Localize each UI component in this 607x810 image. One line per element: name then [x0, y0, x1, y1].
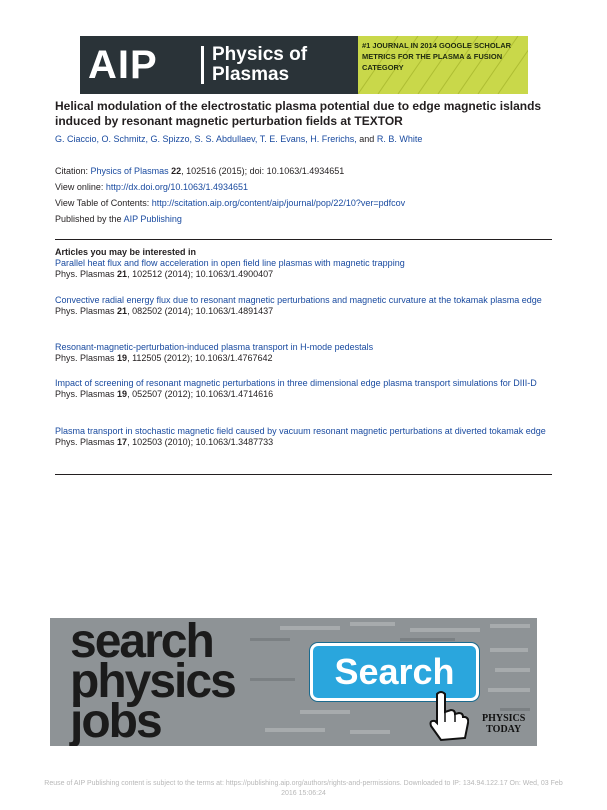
related-item-citation: [55, 389, 555, 400]
publisher-line: [55, 214, 182, 225]
related-item-citation: [55, 269, 555, 280]
related-item-citation: [55, 437, 555, 448]
banner-divider: [201, 46, 204, 84]
aip-logo: AIP: [88, 43, 158, 87]
related-item-volume: 19: [117, 389, 128, 399]
journal-name-line2: Plasmas: [212, 64, 290, 85]
physics-today-logo-line1: PHYSICS: [482, 713, 526, 724]
journal-banner[interactable]: [80, 36, 528, 94]
view-online-label: View online:: [55, 182, 104, 192]
related-item-title[interactable]: Parallel heat flux and flow acceleration in open field line plasmas with magnetic trapping: [55, 258, 405, 268]
toc-line: [55, 198, 405, 209]
citation-journal-link[interactable]: Physics of Plasmas: [90, 166, 169, 176]
related-item-title[interactable]: Impact of screening of resonant magnetic perturbations in three dimensional edge plasma transport simulations for DIII-D: [55, 378, 537, 388]
related-heading: Articles you may be interested in: [55, 247, 197, 257]
related-item: [55, 342, 555, 364]
authors-and: and: [359, 134, 375, 144]
related-item-citation: [55, 306, 555, 317]
related-item-journal: Phys. Plasmas: [55, 389, 115, 399]
related-item-volume: 19: [117, 353, 128, 363]
citation-line: [55, 166, 344, 177]
related-item-rest: , 102503 (2010); 10.1063/1.3487733: [127, 437, 274, 447]
article-title: Helical modulation of the electrostatic plasma potential due to edge magnetic islands induced by resonant magnetic perturbation fields at TEXTOR: [55, 99, 542, 128]
banner-tagline-box: [358, 36, 528, 94]
journal-name-line1: Physics of: [212, 44, 308, 65]
related-item: [55, 295, 555, 317]
ad-word-jobs: jobs: [70, 695, 161, 746]
citation-rest: , 102516 (2015); doi: 10.1063/1.4934651: [181, 166, 345, 176]
related-item-journal: Phys. Plasmas: [55, 353, 115, 363]
reuse-footer: [0, 779, 607, 799]
related-item-title[interactable]: Plasma transport in stochastic magnetic field caused by vacuum resonant magnetic perturbations at diverted tokamak edge: [55, 426, 546, 436]
footer-line1: Reuse of AIP Publishing content is subject to the terms at: https://publishing.aip.org/authors/rights-and-permissions. Downloaded to IP: 134.94.122.17 On: Wed, 03 Feb: [44, 780, 563, 787]
related-item: [55, 258, 555, 280]
related-item-rest: , 082502 (2014); 10.1063/1.4891437: [127, 306, 274, 316]
physics-today-logo-line2: TODAY: [486, 724, 522, 735]
related-item-journal: Phys. Plasmas: [55, 437, 115, 447]
ad-word-search: search: [70, 618, 213, 668]
citation-volume: 22: [171, 166, 182, 176]
article-authors: [55, 134, 575, 144]
ad-search-button[interactable]: Search: [310, 643, 479, 701]
related-item: [55, 426, 555, 448]
view-online-link[interactable]: http://dx.doi.org/10.1063/1.4934651: [105, 182, 249, 192]
related-item-journal: Phys. Plasmas: [55, 269, 115, 279]
hand-cursor-icon: [425, 690, 469, 744]
related-item-volume: 21: [117, 269, 128, 279]
footer-line2: 2016 15:06:24: [281, 790, 326, 797]
citation-label: Citation:: [55, 166, 89, 176]
divider-bottom: [55, 474, 552, 475]
related-item-citation: [55, 353, 555, 364]
published-label: Published by the: [55, 214, 122, 224]
author-link-last[interactable]: R. B. White: [376, 134, 423, 144]
related-item-title[interactable]: Resonant-magnetic-perturbation-induced plasma transport in H-mode pedestals: [55, 342, 374, 352]
related-item-rest: , 102512 (2014); 10.1063/1.4900407: [127, 269, 274, 279]
physics-jobs-ad[interactable]: [50, 618, 537, 746]
related-item-title[interactable]: Convective radial energy flux due to resonant magnetic perturbations and magnetic curvature at the tokamak plasma edge: [55, 295, 542, 305]
toc-label: View Table of Contents:: [55, 198, 150, 208]
related-item-rest: , 112505 (2012); 10.1063/1.4767642: [127, 353, 273, 363]
ad-word-physics: physics: [70, 655, 235, 708]
physics-today-logo: [482, 713, 525, 735]
related-item-volume: 17: [117, 437, 128, 447]
banner-tagline: #1 JOURNAL IN 2014 GOOGLE SCHOLAR METRICS FOR THE PLASMA & FUSION CATEGORY: [362, 41, 512, 72]
related-item: [55, 378, 555, 400]
publisher-link[interactable]: AIP Publishing: [123, 214, 182, 224]
author-links[interactable]: G. Ciaccio, O. Schmitz, G. Spizzo, S. S. Abdullaev, T. E. Evans, H. Frerichs,: [55, 134, 357, 144]
related-item-journal: Phys. Plasmas: [55, 306, 115, 316]
journal-name: [212, 45, 307, 85]
toc-link[interactable]: http://scitation.aip.org/content/aip/journal/pop/22/10?ver=pdfcov: [151, 198, 406, 208]
view-online-line: [55, 182, 248, 193]
related-item-rest: , 052507 (2012); 10.1063/1.4714616: [127, 389, 274, 399]
divider-top: [55, 239, 552, 240]
related-item-volume: 21: [117, 306, 128, 316]
